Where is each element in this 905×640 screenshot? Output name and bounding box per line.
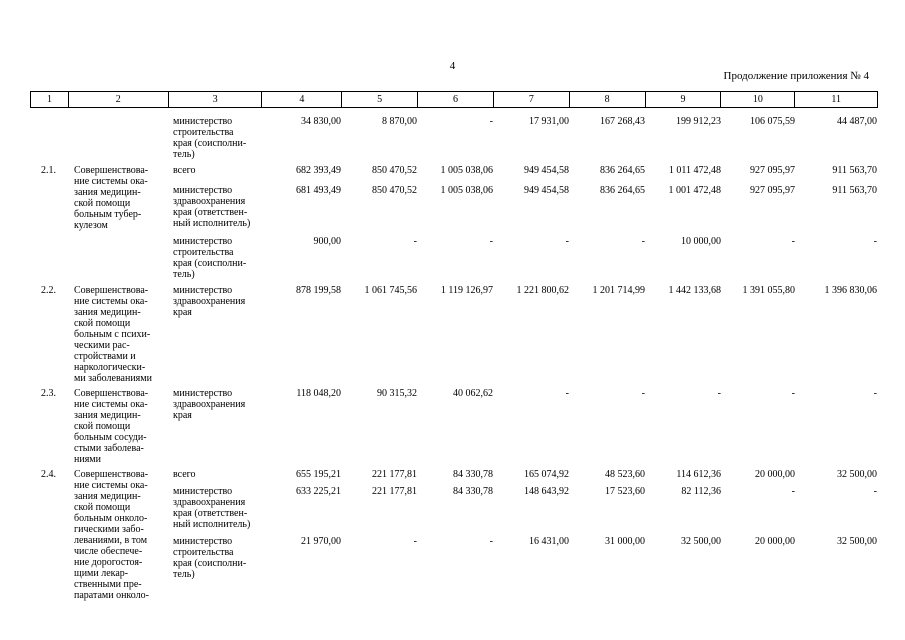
value-cell: 949 454,58 <box>524 185 569 196</box>
executor-cell: всего <box>173 469 196 480</box>
value-cell: 20 000,00 <box>755 469 795 480</box>
executor-cell: министерство строительства края (соисполни- тель) <box>173 536 247 580</box>
header-col-2: 2 <box>69 92 169 107</box>
value-cell: 1 221 800,62 <box>516 285 569 296</box>
executor-cell: министерство строительства края (соисполни- тель) <box>173 116 247 160</box>
value-cell: - <box>565 236 569 247</box>
value-cell: 16 431,00 <box>529 536 569 547</box>
value-cell: 911 563,70 <box>832 165 877 176</box>
value-cell: 850 470,52 <box>372 185 417 196</box>
row-number: 2.4. <box>41 469 56 480</box>
value-cell: - <box>489 116 493 127</box>
value-cell: 221 177,81 <box>372 469 417 480</box>
value-cell: 927 095,97 <box>750 165 795 176</box>
header-col-7: 7 <box>494 92 570 107</box>
executor-cell: министерство строительства края (соисполни- тель) <box>173 236 247 280</box>
value-cell: 17 523,60 <box>605 486 645 497</box>
executor-cell: министерство здравоохранения края (ответствен- ный исполнитель) <box>173 486 251 530</box>
header-col-1: 1 <box>31 92 69 107</box>
value-cell: 1 396 830,06 <box>824 285 877 296</box>
value-cell: 32 500,00 <box>681 536 721 547</box>
value-cell: 682 393,49 <box>296 165 341 176</box>
value-cell: 165 074,92 <box>524 469 569 480</box>
value-cell: 1 442 133,68 <box>668 285 721 296</box>
value-cell: - <box>413 236 417 247</box>
header-col-8: 8 <box>570 92 646 107</box>
value-cell: 17 931,00 <box>529 116 569 127</box>
header-col-11: 11 <box>831 94 841 105</box>
value-cell: 20 000,00 <box>755 536 795 547</box>
value-cell: 32 500,00 <box>837 469 877 480</box>
page-number: 4 <box>449 60 456 72</box>
row-number: 2.1. <box>41 165 56 176</box>
value-cell: 118 048,20 <box>296 388 341 399</box>
value-cell: 82 112,36 <box>681 486 721 497</box>
value-cell: 1 201 714,99 <box>592 285 645 296</box>
header-col-6: 6 <box>418 92 494 107</box>
value-cell: 949 454,58 <box>524 165 569 176</box>
executor-cell: всего <box>173 165 196 176</box>
row-number: 2.2. <box>41 285 56 296</box>
table-header <box>30 91 878 108</box>
value-cell: 878 199,58 <box>296 285 341 296</box>
value-cell: 44 487,00 <box>837 116 877 127</box>
value-cell: 911 563,70 <box>832 185 877 196</box>
header-col-9: 9 <box>646 92 722 107</box>
value-cell: 32 500,00 <box>837 536 877 547</box>
value-cell: - <box>873 388 877 399</box>
value-cell: 900,00 <box>313 236 341 247</box>
value-cell: 90 315,32 <box>377 388 417 399</box>
header-col-10: 10 <box>721 92 795 107</box>
value-cell: 1 061 745,56 <box>364 285 417 296</box>
value-cell: - <box>641 236 645 247</box>
header-col-5: 5 <box>342 92 418 107</box>
value-cell: 84 330,78 <box>453 486 493 497</box>
value-cell: - <box>873 236 877 247</box>
value-cell: 148 643,92 <box>524 486 569 497</box>
header-col-3: 3 <box>169 92 263 107</box>
value-cell: - <box>791 236 795 247</box>
appendix-note: Продолжение приложения № 4 <box>723 70 869 82</box>
row-name: Совершенствова- ние системы ока- зания медицин- ской помощи больным с психи- ческими рас- стройствами и наркологически- ми заболеваниями <box>74 285 152 384</box>
value-cell: 633 225,21 <box>296 486 341 497</box>
value-cell: 1 119 126,97 <box>440 285 493 296</box>
value-cell: 8 870,00 <box>382 116 417 127</box>
value-cell: - <box>791 486 795 497</box>
value-cell: 850 470,52 <box>372 165 417 176</box>
value-cell: 1 005 038,06 <box>440 165 493 176</box>
value-cell: 40 062,62 <box>453 388 493 399</box>
value-cell: 1 391 055,80 <box>742 285 795 296</box>
value-cell: 21 970,00 <box>301 536 341 547</box>
value-cell: 1 005 038,06 <box>440 185 493 196</box>
row-number: 2.3. <box>41 388 56 399</box>
value-cell: 927 095,97 <box>750 185 795 196</box>
row-name: Совершенствова- ние системы ока- зания медицин- ской помощи больным онколо- гическими забо- леваниями, в том числе обеспече- ние дорогостоя- щими лекар- ственными пре- паратами онколо- <box>74 469 149 601</box>
value-cell: 199 912,23 <box>676 116 721 127</box>
value-cell: 84 330,78 <box>453 469 493 480</box>
value-cell: - <box>717 388 721 399</box>
value-cell: 167 268,43 <box>600 116 645 127</box>
value-cell: 836 264,65 <box>600 165 645 176</box>
value-cell: - <box>791 388 795 399</box>
value-cell: 681 493,49 <box>296 185 341 196</box>
value-cell: 106 075,59 <box>750 116 795 127</box>
value-cell: 48 523,60 <box>605 469 645 480</box>
header-col-4: 4 <box>262 92 342 107</box>
executor-cell: министерство здравоохранения края <box>173 388 246 421</box>
value-cell: 836 264,65 <box>600 185 645 196</box>
executor-cell: министерство здравоохранения края (ответствен- ный исполнитель) <box>173 185 251 229</box>
row-name: Совершенствова- ние системы ока- зания медицин- ской помощи больным тубер- кулезом <box>74 165 149 231</box>
value-cell: - <box>641 388 645 399</box>
value-cell: - <box>413 536 417 547</box>
value-cell: 10 000,00 <box>681 236 721 247</box>
value-cell: 221 177,81 <box>372 486 417 497</box>
value-cell: 34 830,00 <box>301 116 341 127</box>
value-cell: - <box>565 388 569 399</box>
value-cell: - <box>489 236 493 247</box>
value-cell: - <box>873 486 877 497</box>
value-cell: 655 195,21 <box>296 469 341 480</box>
value-cell: - <box>489 536 493 547</box>
row-name: Совершенствова- ние системы ока- зания медицин- ской помощи больным сосуди- стыми заболева- ниями <box>74 388 149 465</box>
value-cell: 114 612,36 <box>676 469 721 480</box>
value-cell: 1 011 472,48 <box>668 165 721 176</box>
value-cell: 1 001 472,48 <box>668 185 721 196</box>
executor-cell: министерство здравоохранения края <box>173 285 246 318</box>
value-cell: 31 000,00 <box>605 536 645 547</box>
